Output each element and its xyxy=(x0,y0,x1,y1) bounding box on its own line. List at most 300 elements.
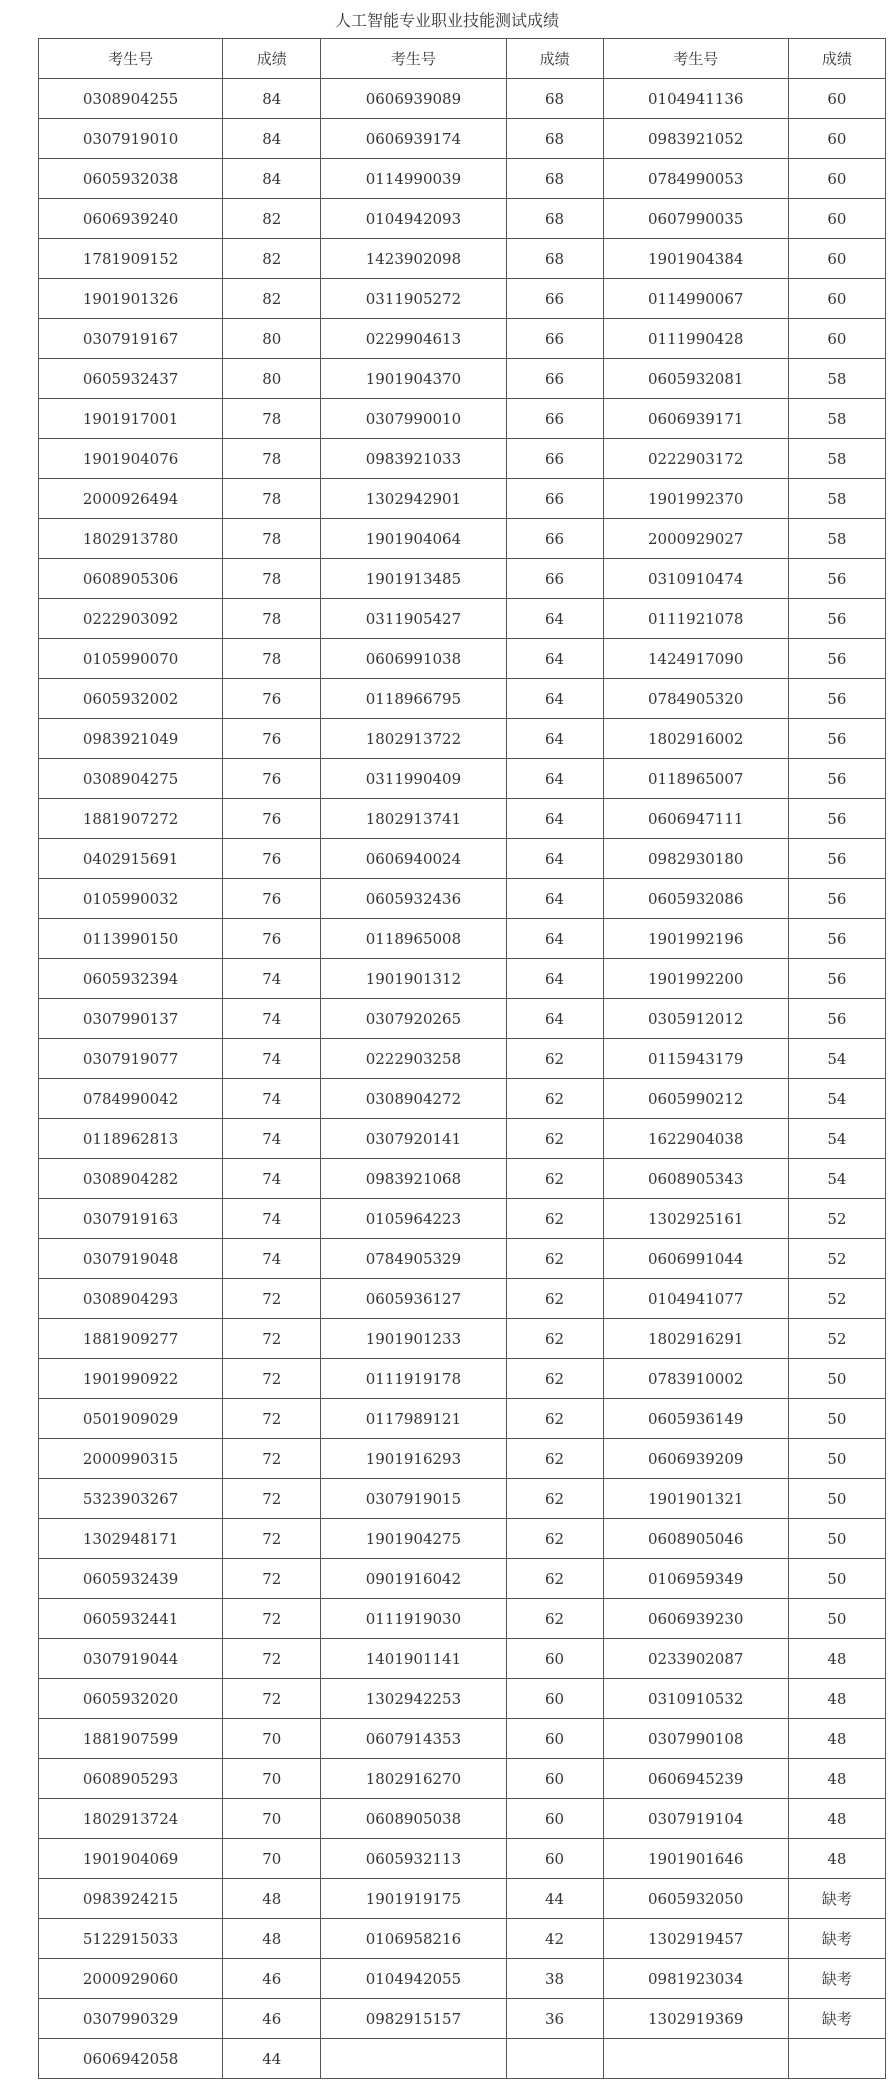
score-cell: 72 xyxy=(223,1599,321,1639)
exam-id-cell: 2000929027 xyxy=(603,519,788,559)
exam-id-cell: 5122915033 xyxy=(39,1919,223,1959)
table-row xyxy=(39,1879,886,1919)
exam-id-cell: 0605932113 xyxy=(321,1839,506,1879)
exam-id-cell: 1622904038 xyxy=(603,1119,788,1159)
table-row xyxy=(39,1959,886,1999)
score-cell: 74 xyxy=(223,1199,321,1239)
score-cell: 64 xyxy=(506,679,603,719)
exam-id-cell: 1901901326 xyxy=(39,279,223,319)
score-cell: 48 xyxy=(223,1879,321,1919)
exam-id-cell: 0983921052 xyxy=(603,119,788,159)
table-row xyxy=(39,519,886,559)
exam-id-cell: 0308904293 xyxy=(39,1279,223,1319)
header-score-3: 成绩 xyxy=(788,39,885,79)
score-cell: 78 xyxy=(223,599,321,639)
score-cell: 58 xyxy=(788,519,885,559)
score-cell: 50 xyxy=(788,1599,885,1639)
score-cell: 56 xyxy=(788,759,885,799)
table-row xyxy=(39,79,886,119)
table-row xyxy=(39,639,886,679)
exam-id-cell: 0605990212 xyxy=(603,1079,788,1119)
table-row xyxy=(39,1479,886,1519)
exam-id-cell: 0608905038 xyxy=(321,1799,506,1839)
score-cell: 64 xyxy=(506,959,603,999)
exam-id-cell: 0605932437 xyxy=(39,359,223,399)
score-cell: 42 xyxy=(506,1919,603,1959)
table-row xyxy=(39,1599,886,1639)
exam-id-cell: 0104941136 xyxy=(603,79,788,119)
exam-id-cell: 0605936127 xyxy=(321,1279,506,1319)
score-cell: 76 xyxy=(223,679,321,719)
table-row xyxy=(39,1639,886,1679)
exam-id-cell: 0606939240 xyxy=(39,199,223,239)
score-cell: 56 xyxy=(788,599,885,639)
table-row xyxy=(39,1399,886,1439)
score-cell: 46 xyxy=(223,1959,321,1999)
table-row xyxy=(39,719,886,759)
score-cell: 78 xyxy=(223,439,321,479)
score-cell: 36 xyxy=(506,1999,603,2039)
exam-id-cell: 0311905427 xyxy=(321,599,506,639)
score-cell: 50 xyxy=(788,1479,885,1519)
exam-id-cell: 0606942058 xyxy=(39,2039,223,2079)
score-cell: 64 xyxy=(506,839,603,879)
exam-id-cell: 0605932038 xyxy=(39,159,223,199)
exam-id-cell: 0983921033 xyxy=(321,439,506,479)
table-row xyxy=(39,1519,886,1559)
table-row xyxy=(39,679,886,719)
score-cell: 72 xyxy=(223,1399,321,1439)
exam-id-cell: 1881909277 xyxy=(39,1319,223,1359)
score-cell: 64 xyxy=(506,799,603,839)
score-cell: 78 xyxy=(223,639,321,679)
table-row xyxy=(39,959,886,999)
score-cell: 76 xyxy=(223,759,321,799)
exam-id-cell: 0104942093 xyxy=(321,199,506,239)
exam-id-cell: 0229904613 xyxy=(321,319,506,359)
header-exam-id-3: 考生号 xyxy=(603,39,788,79)
score-cell: 70 xyxy=(223,1799,321,1839)
score-cell: 62 xyxy=(506,1039,603,1079)
exam-id-cell: 0608905343 xyxy=(603,1159,788,1199)
score-cell: 68 xyxy=(506,79,603,119)
score-cell: 56 xyxy=(788,879,885,919)
exam-id-cell: 0784905320 xyxy=(603,679,788,719)
exam-id-cell: 0901916042 xyxy=(321,1559,506,1599)
exam-id-cell: 0607914353 xyxy=(321,1719,506,1759)
score-cell: 64 xyxy=(506,999,603,1039)
score-cell: 74 xyxy=(223,1079,321,1119)
exam-id-cell: 2000926494 xyxy=(39,479,223,519)
exam-id-cell: 0310910532 xyxy=(603,1679,788,1719)
exam-id-cell: 0605932394 xyxy=(39,959,223,999)
exam-id-cell: 0307920141 xyxy=(321,1119,506,1159)
score-cell: 78 xyxy=(223,559,321,599)
exam-id-cell: 0118965007 xyxy=(603,759,788,799)
exam-id-cell: 0310910474 xyxy=(603,559,788,599)
score-cell: 76 xyxy=(223,719,321,759)
exam-id-cell: 0605936149 xyxy=(603,1399,788,1439)
table-row xyxy=(39,919,886,959)
table-row xyxy=(39,1079,886,1119)
score-cell: 48 xyxy=(788,1639,885,1679)
score-cell: 56 xyxy=(788,559,885,599)
table-row xyxy=(39,1679,886,1719)
score-cell: 72 xyxy=(223,1279,321,1319)
score-cell: 60 xyxy=(788,199,885,239)
exam-id-cell: 0605932086 xyxy=(603,879,788,919)
table-row xyxy=(39,879,886,919)
table-row xyxy=(39,1159,886,1199)
score-cell: 68 xyxy=(506,119,603,159)
score-cell: 56 xyxy=(788,719,885,759)
score-cell: 78 xyxy=(223,519,321,559)
score-cell: 62 xyxy=(506,1439,603,1479)
score-cell: 60 xyxy=(788,319,885,359)
table-row xyxy=(39,1759,886,1799)
score-cell: 56 xyxy=(788,639,885,679)
score-cell: 60 xyxy=(506,1639,603,1679)
score-cell xyxy=(788,2039,885,2079)
score-cell: 66 xyxy=(506,479,603,519)
exam-id-cell: 1424917090 xyxy=(603,639,788,679)
exam-id-cell: 0307919048 xyxy=(39,1239,223,1279)
exam-id-cell: 0111990428 xyxy=(603,319,788,359)
exam-id-cell: 0605932020 xyxy=(39,1679,223,1719)
exam-id-cell: 1881907599 xyxy=(39,1719,223,1759)
exam-id-cell: 1901901646 xyxy=(603,1839,788,1879)
exam-id-cell: 0605932436 xyxy=(321,879,506,919)
score-cell: 60 xyxy=(788,79,885,119)
score-cell: 56 xyxy=(788,919,885,959)
score-cell: 66 xyxy=(506,279,603,319)
table-row xyxy=(39,1999,886,2039)
exam-id-cell: 5323903267 xyxy=(39,1479,223,1519)
score-cell: 64 xyxy=(506,919,603,959)
exam-id-cell: 1302942901 xyxy=(321,479,506,519)
score-cell: 56 xyxy=(788,679,885,719)
exam-id-cell: 0307919015 xyxy=(321,1479,506,1519)
score-cell: 缺考 xyxy=(788,1959,885,1999)
exam-id-cell: 0981923034 xyxy=(603,1959,788,1999)
exam-id-cell: 1901913485 xyxy=(321,559,506,599)
score-cell: 62 xyxy=(506,1279,603,1319)
table-row xyxy=(39,439,886,479)
table-row xyxy=(39,1919,886,1959)
exam-id-cell: 0784990042 xyxy=(39,1079,223,1119)
exam-id-cell: 0111919178 xyxy=(321,1359,506,1399)
score-cell: 54 xyxy=(788,1039,885,1079)
exam-id-cell: 1901919175 xyxy=(321,1879,506,1919)
score-cell: 62 xyxy=(506,1599,603,1639)
exam-id-cell: 0307919077 xyxy=(39,1039,223,1079)
table-row xyxy=(39,119,886,159)
score-cell: 60 xyxy=(788,279,885,319)
score-cell: 70 xyxy=(223,1759,321,1799)
exam-id-cell: 0606939230 xyxy=(603,1599,788,1639)
score-cell: 52 xyxy=(788,1279,885,1319)
score-cell: 64 xyxy=(506,719,603,759)
table-row xyxy=(39,1719,886,1759)
table-row xyxy=(39,799,886,839)
exam-id-cell: 0605932002 xyxy=(39,679,223,719)
score-cell: 56 xyxy=(788,999,885,1039)
score-cell: 62 xyxy=(506,1119,603,1159)
score-cell: 62 xyxy=(506,1399,603,1439)
exam-id-cell: 1302948171 xyxy=(39,1519,223,1559)
exam-id-cell xyxy=(321,2039,506,2079)
exam-id-cell: 0311990409 xyxy=(321,759,506,799)
table-row xyxy=(39,159,886,199)
score-cell: 58 xyxy=(788,479,885,519)
exam-id-cell: 0105990070 xyxy=(39,639,223,679)
score-cell: 72 xyxy=(223,1679,321,1719)
exam-id-cell: 0983921049 xyxy=(39,719,223,759)
table-row xyxy=(39,1799,886,1839)
score-cell: 60 xyxy=(506,1719,603,1759)
exam-id-cell: 0605932081 xyxy=(603,359,788,399)
scores-table xyxy=(38,38,886,2079)
exam-id-cell: 0307990137 xyxy=(39,999,223,1039)
table-row xyxy=(39,319,886,359)
score-cell: 72 xyxy=(223,1359,321,1399)
exam-id-cell: 0307919010 xyxy=(39,119,223,159)
table-row xyxy=(39,479,886,519)
score-cell: 66 xyxy=(506,319,603,359)
exam-id-cell: 0982915157 xyxy=(321,1999,506,2039)
exam-id-cell: 0104941077 xyxy=(603,1279,788,1319)
table-row xyxy=(39,559,886,599)
exam-id-cell: 1881907272 xyxy=(39,799,223,839)
score-cell: 76 xyxy=(223,879,321,919)
score-cell: 64 xyxy=(506,879,603,919)
header-score-2: 成绩 xyxy=(506,39,603,79)
score-cell: 62 xyxy=(506,1199,603,1239)
exam-id-cell: 0307919163 xyxy=(39,1199,223,1239)
exam-id-cell: 1302919457 xyxy=(603,1919,788,1959)
exam-id-cell: 0605932441 xyxy=(39,1599,223,1639)
exam-id-cell: 1901992200 xyxy=(603,959,788,999)
score-cell: 72 xyxy=(223,1479,321,1519)
exam-id-cell: 0115943179 xyxy=(603,1039,788,1079)
exam-id-cell: 0606939171 xyxy=(603,399,788,439)
score-cell: 60 xyxy=(788,119,885,159)
exam-id-cell: 0606945239 xyxy=(603,1759,788,1799)
score-cell: 80 xyxy=(223,319,321,359)
score-cell: 62 xyxy=(506,1359,603,1399)
exam-id-cell: 1901992196 xyxy=(603,919,788,959)
score-cell: 74 xyxy=(223,999,321,1039)
score-cell: 56 xyxy=(788,799,885,839)
exam-id-cell: 0783910002 xyxy=(603,1359,788,1399)
exam-id-cell: 0307919104 xyxy=(603,1799,788,1839)
score-cell: 64 xyxy=(506,639,603,679)
exam-id-cell: 0117989121 xyxy=(321,1399,506,1439)
score-cell: 70 xyxy=(223,1839,321,1879)
score-cell: 60 xyxy=(788,159,885,199)
exam-id-cell: 0982930180 xyxy=(603,839,788,879)
table-row xyxy=(39,1119,886,1159)
exam-id-cell: 0111919030 xyxy=(321,1599,506,1639)
score-cell: 84 xyxy=(223,119,321,159)
table-row xyxy=(39,359,886,399)
header-exam-id-1: 考生号 xyxy=(39,39,223,79)
exam-id-cell: 0605932050 xyxy=(603,1879,788,1919)
exam-id-cell: 0983924215 xyxy=(39,1879,223,1919)
score-cell: 缺考 xyxy=(788,1879,885,1919)
score-cell: 72 xyxy=(223,1519,321,1559)
score-cell: 60 xyxy=(788,239,885,279)
exam-id-cell: 0983921068 xyxy=(321,1159,506,1199)
exam-id-cell: 0607990035 xyxy=(603,199,788,239)
score-cell: 72 xyxy=(223,1639,321,1679)
exam-id-cell: 2000990315 xyxy=(39,1439,223,1479)
exam-id-cell: 1802916291 xyxy=(603,1319,788,1359)
score-cell: 66 xyxy=(506,439,603,479)
exam-id-cell: 1901916293 xyxy=(321,1439,506,1479)
score-cell: 50 xyxy=(788,1439,885,1479)
exam-id-cell: 0402915691 xyxy=(39,839,223,879)
score-cell: 68 xyxy=(506,239,603,279)
exam-id-cell: 0608905293 xyxy=(39,1759,223,1799)
table-header-row xyxy=(39,39,886,79)
exam-id-cell: 0233902087 xyxy=(603,1639,788,1679)
table-row xyxy=(39,399,886,439)
exam-id-cell: 0308904272 xyxy=(321,1079,506,1119)
score-cell: 74 xyxy=(223,1159,321,1199)
score-cell: 56 xyxy=(788,959,885,999)
score-cell: 82 xyxy=(223,239,321,279)
score-cell: 68 xyxy=(506,199,603,239)
score-cell xyxy=(506,2039,603,2079)
score-cell: 62 xyxy=(506,1479,603,1519)
score-cell: 72 xyxy=(223,1559,321,1599)
exam-id-cell xyxy=(603,2039,788,2079)
score-cell: 72 xyxy=(223,1439,321,1479)
table-row xyxy=(39,2039,886,2079)
table-row xyxy=(39,1279,886,1319)
score-cell: 60 xyxy=(506,1799,603,1839)
score-cell: 74 xyxy=(223,959,321,999)
score-cell: 78 xyxy=(223,479,321,519)
exam-id-cell: 0501909029 xyxy=(39,1399,223,1439)
exam-id-cell: 1901992370 xyxy=(603,479,788,519)
header-exam-id-2: 考生号 xyxy=(321,39,506,79)
score-cell: 64 xyxy=(506,599,603,639)
score-cell: 62 xyxy=(506,1239,603,1279)
exam-id-cell: 1802916002 xyxy=(603,719,788,759)
score-cell: 64 xyxy=(506,759,603,799)
score-cell: 54 xyxy=(788,1119,885,1159)
exam-id-cell: 0307990108 xyxy=(603,1719,788,1759)
header-score-1: 成绩 xyxy=(223,39,321,79)
exam-id-cell: 1802913780 xyxy=(39,519,223,559)
exam-id-cell: 0606991044 xyxy=(603,1239,788,1279)
page-title: 人工智能专业职业技能测试成绩 xyxy=(334,11,559,30)
score-cell: 58 xyxy=(788,359,885,399)
table-row xyxy=(39,1439,886,1479)
exam-id-cell: 1401901141 xyxy=(321,1639,506,1679)
score-cell: 48 xyxy=(788,1719,885,1759)
exam-id-cell: 0784905329 xyxy=(321,1239,506,1279)
score-cell: 80 xyxy=(223,359,321,399)
table-row xyxy=(39,839,886,879)
exam-id-cell: 0608905306 xyxy=(39,559,223,599)
exam-id-cell: 1802913722 xyxy=(321,719,506,759)
score-cell: 56 xyxy=(788,839,885,879)
score-cell: 82 xyxy=(223,279,321,319)
exam-id-cell: 0118966795 xyxy=(321,679,506,719)
score-cell: 缺考 xyxy=(788,1999,885,2039)
exam-id-cell: 0606939174 xyxy=(321,119,506,159)
exam-id-cell: 0113990150 xyxy=(39,919,223,959)
score-cell: 48 xyxy=(223,1919,321,1959)
score-cell: 缺考 xyxy=(788,1919,885,1959)
table-row xyxy=(39,999,886,1039)
score-cell: 78 xyxy=(223,399,321,439)
exam-id-cell: 0307919044 xyxy=(39,1639,223,1679)
score-cell: 76 xyxy=(223,839,321,879)
exam-id-cell: 1901904064 xyxy=(321,519,506,559)
table-row xyxy=(39,1839,886,1879)
exam-id-cell: 0114990039 xyxy=(321,159,506,199)
score-cell: 66 xyxy=(506,559,603,599)
exam-id-cell: 1781909152 xyxy=(39,239,223,279)
exam-id-cell: 1302919369 xyxy=(603,1999,788,2039)
score-cell: 52 xyxy=(788,1199,885,1239)
score-cell: 60 xyxy=(506,1679,603,1719)
score-cell: 54 xyxy=(788,1079,885,1119)
exam-id-cell: 0608905046 xyxy=(603,1519,788,1559)
score-cell: 60 xyxy=(506,1839,603,1879)
table-row xyxy=(39,1559,886,1599)
score-cell: 66 xyxy=(506,399,603,439)
score-cell: 44 xyxy=(506,1879,603,1919)
score-cell: 74 xyxy=(223,1119,321,1159)
exam-id-cell: 0308904275 xyxy=(39,759,223,799)
exam-id-cell: 1423902098 xyxy=(321,239,506,279)
exam-id-cell: 2000929060 xyxy=(39,1959,223,1999)
exam-id-cell: 1901904384 xyxy=(603,239,788,279)
exam-id-cell: 0307919167 xyxy=(39,319,223,359)
score-cell: 54 xyxy=(788,1159,885,1199)
score-cell: 72 xyxy=(223,1319,321,1359)
score-cell: 62 xyxy=(506,1079,603,1119)
score-cell: 76 xyxy=(223,919,321,959)
exam-id-cell: 0606947111 xyxy=(603,799,788,839)
exam-id-cell: 1302942253 xyxy=(321,1679,506,1719)
table-row xyxy=(39,759,886,799)
score-cell: 82 xyxy=(223,199,321,239)
exam-id-cell: 0308904282 xyxy=(39,1159,223,1199)
exam-id-cell: 0111921078 xyxy=(603,599,788,639)
score-cell: 48 xyxy=(788,1679,885,1719)
table-row xyxy=(39,279,886,319)
exam-id-cell: 0305912012 xyxy=(603,999,788,1039)
score-cell: 50 xyxy=(788,1399,885,1439)
table-row xyxy=(39,1039,886,1079)
table-row xyxy=(39,1319,886,1359)
exam-id-cell: 1901990922 xyxy=(39,1359,223,1399)
score-cell: 60 xyxy=(506,1759,603,1799)
table-row xyxy=(39,199,886,239)
exam-id-cell: 1901904275 xyxy=(321,1519,506,1559)
exam-id-cell: 1901901321 xyxy=(603,1479,788,1519)
score-cell: 62 xyxy=(506,1319,603,1359)
exam-id-cell: 1901901233 xyxy=(321,1319,506,1359)
score-cell: 62 xyxy=(506,1559,603,1599)
exam-id-cell: 0307920265 xyxy=(321,999,506,1039)
